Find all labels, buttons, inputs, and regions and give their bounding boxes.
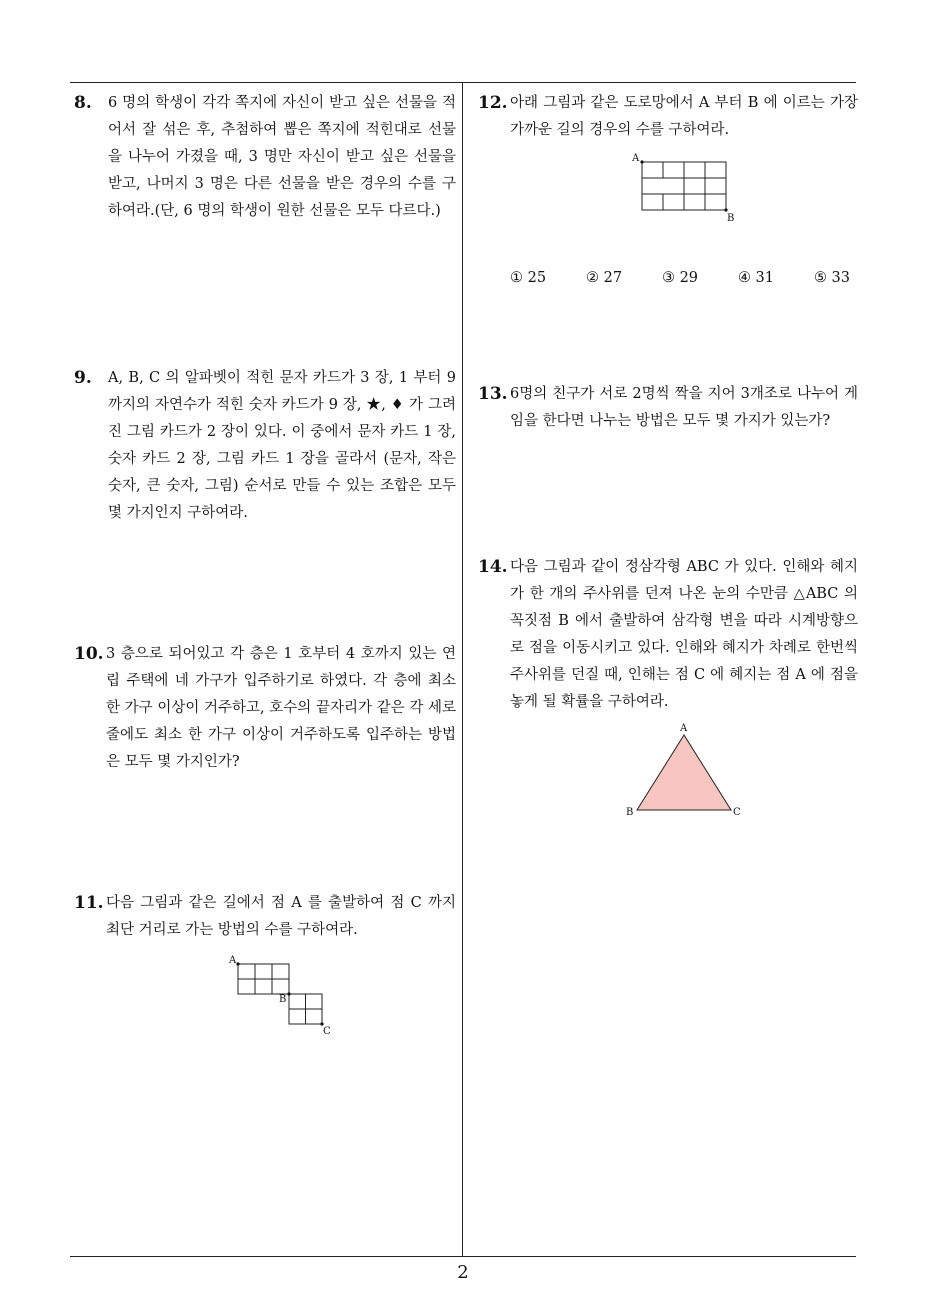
question-10 bbox=[74, 641, 456, 776]
label-b: B bbox=[626, 807, 634, 818]
question-text: 3 층으로 되어있고 각 층은 1 호부터 4 호까지 있는 연립 주택에 네 가구가 입주하기로 하였다. 각 층에 최소 한 가구 이상이 거주하고, 호수의 끝자리가 같은 각 세로줄에도 최소 한 가구 이상이 거주하도록 입주하는 방법은 모두 몇 가지인가? bbox=[106, 646, 456, 770]
label-a: A bbox=[632, 153, 640, 164]
question-text: 아래 그림과 같은 도로망에서 A 부터 B 에 이르는 가장 가까운 길의 경우의 수를 구하여라. bbox=[510, 95, 858, 138]
question-11 bbox=[74, 890, 456, 944]
question-number: 11. bbox=[74, 893, 104, 913]
answer-choices bbox=[510, 270, 850, 286]
question-number: 10. bbox=[74, 644, 104, 664]
question-text: 다음 그림과 같은 길에서 점 A 를 출발하여 점 C 까지 최단 거리로 가는 방법의 수를 구하여라. bbox=[106, 895, 456, 938]
page-number: 2 bbox=[457, 1262, 469, 1283]
question-text: 다음 그림과 같이 정삼각형 ABC 가 있다. 인해와 혜지가 한 개의 주사위를 던져 나온 눈의 수만큼 △ABC 의 꼭짓점 B 에서 출발하여 삼각형 변을 따라 시계방향으로 점을 이동시키고 있다. 인해와 혜지가 차례로 한번씩 주사위를 던질 때, 인해는 점 C 에 혜지는 점 A 에 점을 놓게 될 확률을 구하여라. bbox=[510, 559, 858, 710]
question-13 bbox=[478, 381, 858, 435]
label-c: C bbox=[323, 1026, 331, 1037]
question-14 bbox=[478, 554, 858, 716]
label-a: A bbox=[680, 723, 688, 734]
label-a: A bbox=[229, 955, 237, 966]
label-c: C bbox=[733, 807, 741, 818]
choice-3[interactable]: ③ 29 bbox=[661, 270, 699, 286]
column-divider bbox=[462, 82, 463, 1257]
question-number: 12. bbox=[478, 93, 508, 113]
question-9 bbox=[74, 365, 456, 527]
question-number: 8. bbox=[74, 93, 92, 113]
label-b: B bbox=[727, 213, 735, 224]
figure-14-triangle bbox=[622, 720, 747, 825]
label-b: B bbox=[279, 994, 287, 1005]
question-number: 13. bbox=[478, 384, 508, 404]
choice-2[interactable]: ② 27 bbox=[585, 270, 623, 286]
question-text: 6 명의 학생이 각각 쪽지에 자신이 받고 싶은 선물을 적어서 잘 섞은 후, 추첨하여 뽑은 쪽지에 적힌대로 선물을 나누어 가졌을 때, 3 명만 자신이 받고 싶은 선물을 받고, 나머지 3 명은 다른 선물을 받은 경우의 수를 구하여라.(단, 6 명의 학생이 원한 선물은 모두 다르다.) bbox=[108, 95, 456, 219]
question-12 bbox=[478, 90, 858, 144]
question-text: 6명의 친구가 서로 2명씩 짝을 지어 3개조로 나누어 게임을 한다면 나누는 방법은 모두 몇 가지가 있는가? bbox=[510, 386, 858, 429]
choice-1[interactable]: ① 25 bbox=[510, 270, 547, 286]
question-number: 14. bbox=[478, 557, 508, 577]
question-number: 9. bbox=[74, 368, 92, 388]
figure-12-road-grid bbox=[630, 150, 745, 225]
choice-5[interactable]: ⑤ 33 bbox=[813, 270, 850, 286]
question-text: A, B, C 의 알파벳이 적힌 문자 카드가 3 장, 1 부터 9 까지의 자연수가 적힌 숫자 카드가 9 장, ★, ♦ 가 그려진 그림 카드가 2 장이 있다. 이 중에서 문자 카드 1 장, 숫자 카드 2 장, 그림 카드 1 장을 골라서 (문자, 작은 숫자, 큰 숫자, 그림) 순서로 만들 수 있는 조합은 모두 몇 가지인지 구하여라. bbox=[108, 370, 456, 521]
choice-4[interactable]: ④ 31 bbox=[737, 270, 775, 286]
figure-11-road-grid bbox=[226, 952, 336, 1042]
question-8 bbox=[74, 90, 456, 225]
bottom-rule bbox=[70, 1256, 856, 1257]
